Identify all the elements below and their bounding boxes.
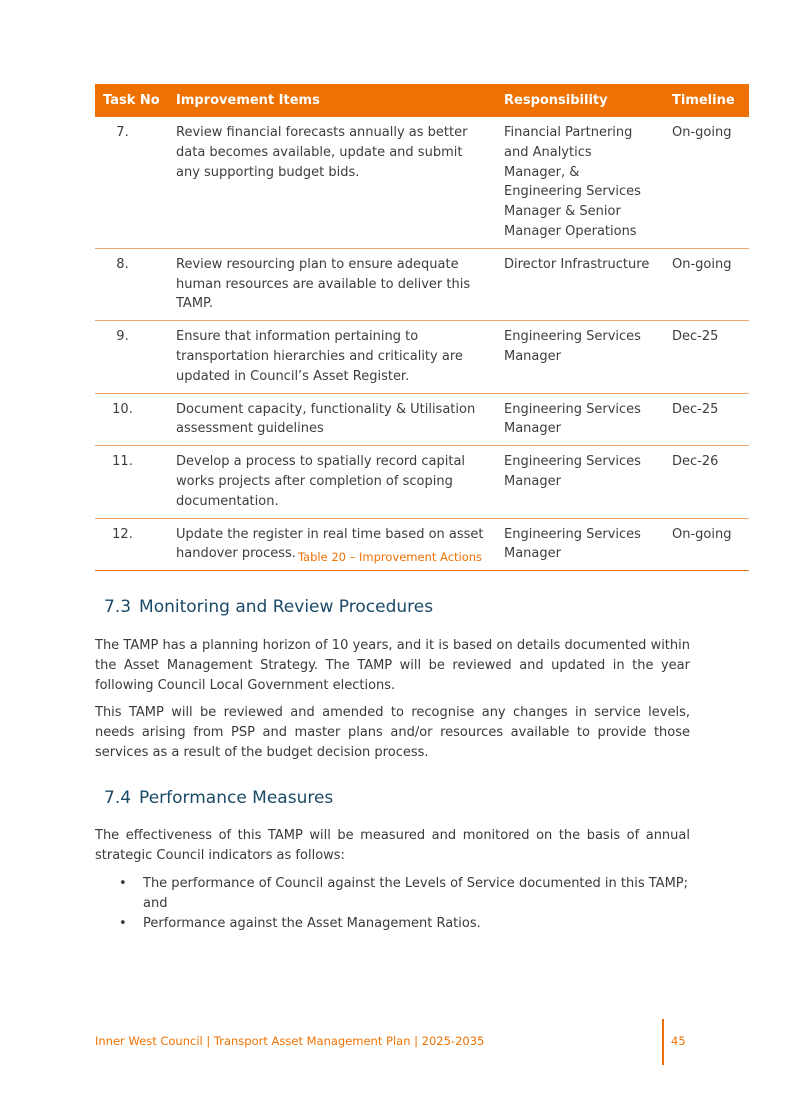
paragraph: The effectiveness of this TAMP will be measured and monitored on the basis of annual strategic Council indicators as follows:	[95, 828, 690, 863]
improvement-actions-table-container	[95, 84, 749, 571]
improvement-item-cell: Review resourcing plan to ensure adequate human resources are available to deliver this TAMP.	[168, 248, 496, 320]
footer-divider	[662, 1019, 664, 1065]
section-number: 7.3	[104, 597, 132, 617]
responsibility-cell: Engineering Services Manager	[496, 393, 664, 446]
header-improvement-items: Improvement Items	[168, 84, 496, 117]
timeline-cell: On-going	[664, 248, 749, 320]
task-no-cell: 8.	[95, 248, 168, 320]
task-no-cell: 7.	[95, 117, 168, 248]
bullet-icon: •	[119, 876, 127, 891]
responsibility-cell: Engineering Services Manager	[496, 518, 664, 571]
performance-measures-list	[95, 874, 695, 934]
task-no-cell: 10.	[95, 393, 168, 446]
list-item	[95, 874, 695, 914]
section-number: 7.4	[104, 788, 132, 808]
responsibility-cell: Engineering Services Manager	[496, 446, 664, 518]
improvement-item-cell: Ensure that information pertaining to transportation hierarchies and criticality are updated in Council’s Asset Register.	[168, 321, 496, 393]
task-no-cell: 11.	[95, 446, 168, 518]
timeline-cell: On-going	[664, 117, 749, 248]
header-timeline: Timeline	[664, 84, 749, 117]
table-caption: Table 20 – Improvement Actions	[297, 550, 483, 564]
bullet-icon: •	[119, 916, 127, 931]
list-item-text: Performance against the Asset Management Ratios.	[143, 916, 481, 931]
section-heading-monitoring	[104, 597, 433, 617]
section-title: Monitoring and Review Procedures	[139, 597, 434, 617]
table-row	[95, 321, 749, 393]
page-number: 45	[671, 1034, 686, 1048]
responsibility-cell: Engineering Services Manager	[496, 321, 664, 393]
table-header-row	[95, 84, 749, 117]
task-no-cell: 9.	[95, 321, 168, 393]
improvement-item-cell: Update the register in real time based on asset handover process.	[168, 518, 496, 571]
table-row	[95, 248, 749, 320]
list-item	[95, 914, 695, 934]
footer-document-title: Inner West Council | Transport Asset Management Plan | 2025-2035	[95, 1034, 485, 1048]
paragraph: The TAMP has a planning horizon of 10 years, and it is based on details documented within the Asset Management Strategy. The TAMP will be reviewed and updated in the year following Council Local Government elections.	[95, 638, 690, 693]
improvement-item-cell: Review financial forecasts annually as better data becomes available, update and submit any supporting budget bids.	[168, 117, 496, 248]
section-title: Performance Measures	[139, 788, 334, 808]
list-item-text: The performance of Council against the Levels of Service documented in this TAMP; and	[143, 876, 689, 911]
timeline-cell: On-going	[664, 518, 749, 571]
improvement-item-cell: Document capacity, functionality & Utilisation assessment guidelines	[168, 393, 496, 446]
improvement-actions-table	[95, 84, 749, 571]
header-task-no: Task No	[95, 84, 168, 117]
table-row	[95, 117, 749, 248]
table-row	[95, 393, 749, 446]
task-no-cell: 12.	[95, 518, 168, 571]
header-responsibility: Responsibility	[496, 84, 664, 117]
improvement-item-cell: Develop a process to spatially record capital works projects after completion of scoping documentation.	[168, 446, 496, 518]
table-row	[95, 446, 749, 518]
section-heading-performance	[104, 788, 333, 808]
timeline-cell: Dec-26	[664, 446, 749, 518]
timeline-cell: Dec-25	[664, 393, 749, 446]
timeline-cell: Dec-25	[664, 321, 749, 393]
responsibility-cell: Director Infrastructure	[496, 248, 664, 320]
paragraph: This TAMP will be reviewed and amended to recognise any changes in service levels, needs arising from PSP and master plans and/or resources available to provide those services as a result of the budget decision process.	[95, 705, 690, 760]
responsibility-cell: Financial Partnering and Analytics Manager, & Engineering Services Manager & Senior Manager Operations	[496, 117, 664, 248]
